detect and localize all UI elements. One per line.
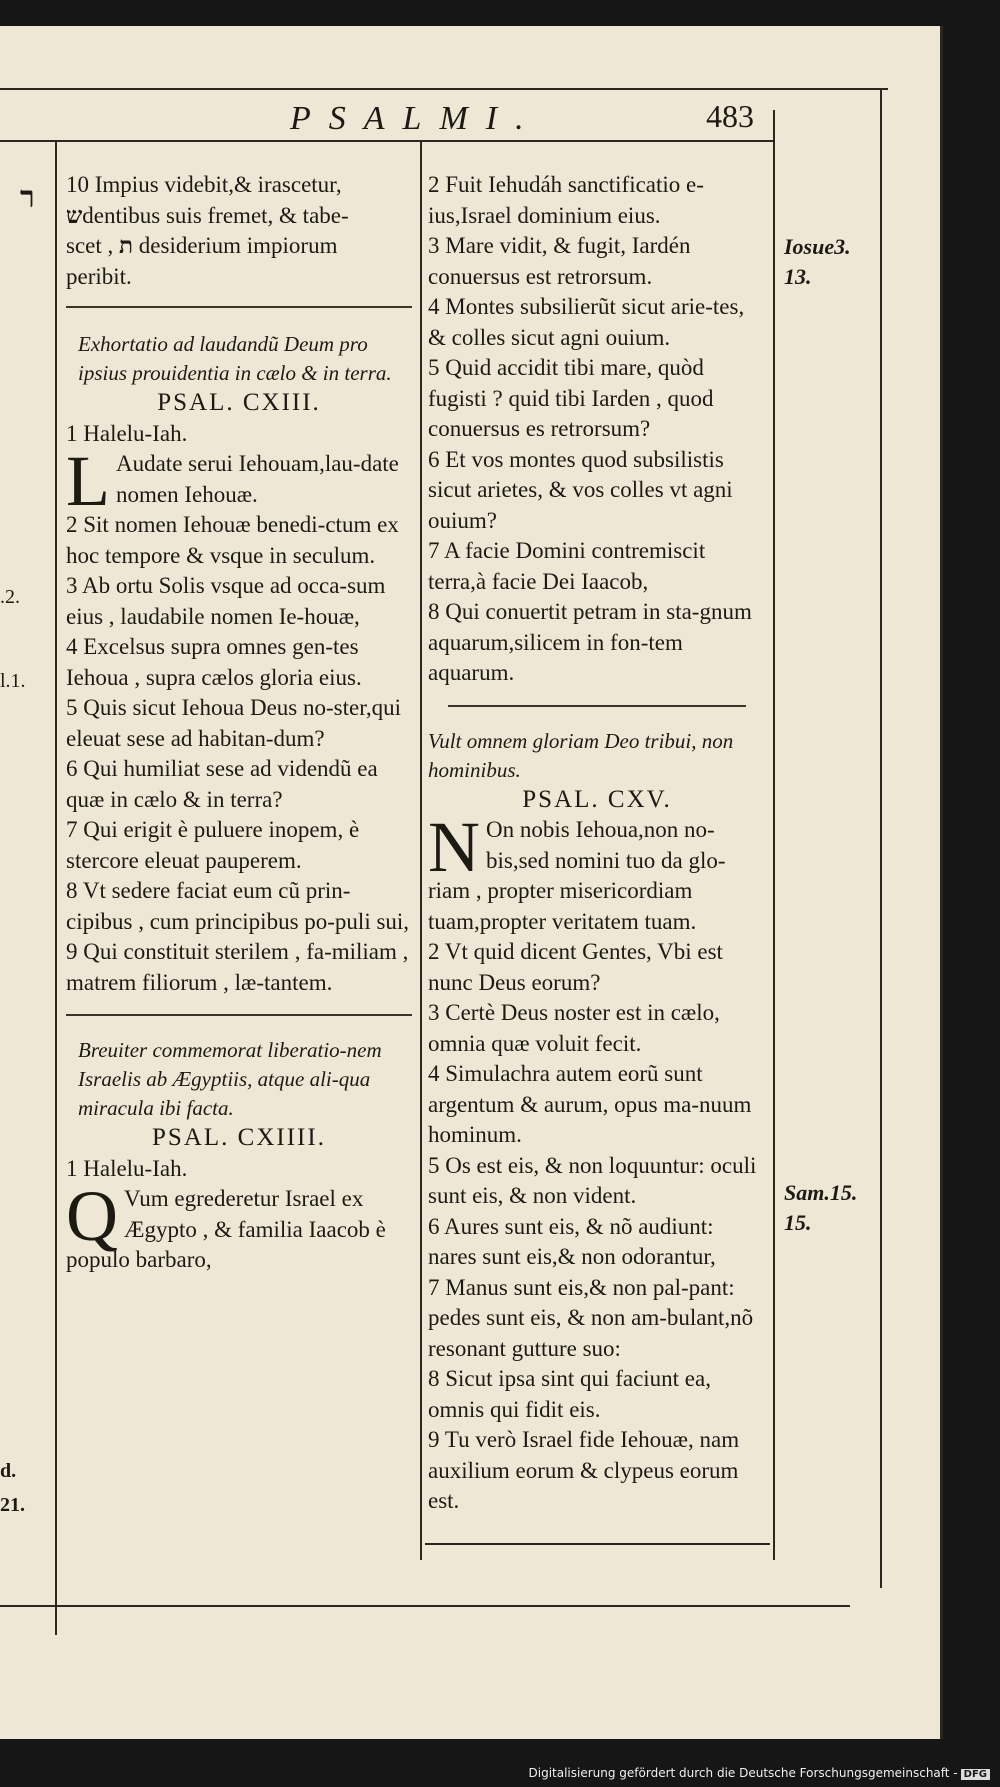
psalm-113-verse-8: 8 Vt sedere faciat eum cũ prin-cipibus , cum principibus po-puli sui,: [66, 878, 410, 934]
margin-note-samuel: Sam.15. 15.: [784, 1180, 858, 1235]
psalm-115-verse-5: 5 Os est eis, & non loquuntur: oculi sunt eis, & non vident.: [428, 1152, 757, 1208]
psalm-114-verse-6: 6 Et vos montes quod subsilistis sicut arietes, & vos colles vt agni ouium?: [428, 446, 733, 533]
psalm-113-heading: PSAL. CXIII.: [157, 389, 321, 416]
psalm-115-verse-1-text: N On nobis Iehoua,non no-bis,sed nomini tuo da glo-riam , propter misericordiam tuam,propter veritatem tuam.: [428, 807, 726, 934]
argument-psalm-114: Breuiter commemorat liberatio-nem Israelis ab Ægyptiis, atque ali-qua miracula ibi facta.: [78, 1038, 382, 1120]
outer-right-rule: [880, 88, 882, 1588]
running-title: PSALMI.: [290, 100, 542, 137]
left-edge-note-d: 21.: [0, 1494, 25, 1516]
header-bottom-rule: [0, 140, 775, 142]
psalm-115-verse-4: 4 Simulachra autem eorũ sunt argentum & aurum, opus ma-nuum hominum.: [428, 1061, 752, 1147]
psalm-113-verse-1: 1 Halelu-Iah.: [66, 420, 188, 446]
argument-psalm-115: Vult omnem gloriam Deo tribui, non hominibus.: [428, 728, 734, 782]
hebrew-letter-shin: ש: [66, 202, 83, 228]
digitization-credit: Digitalisierung gefördert durch die Deutsche Forschungsgemeinschaft - DFG: [529, 1766, 991, 1780]
psalm-113-verse-2: 2 Sit nomen Iehouæ benedi-ctum ex hoc tempore & vsque in seculum.: [66, 512, 399, 568]
psalm-115-verse-9: 9 Tu verò Israel fide Iehouæ, nam auxilium eorum & clypeus eorum est.: [428, 1427, 740, 1513]
psalm-114-heading: PSAL. CXIIII.: [152, 1124, 326, 1151]
verse-10-line-1: 10 Impius videbit,& irascetur,: [66, 172, 342, 197]
left-column: [66, 170, 412, 1276]
drop-cap-l: L: [66, 441, 110, 521]
drop-cap-q: Q: [66, 1176, 118, 1256]
psalm-114-verse-5: 5 Quid accidit tibi mare, quòd fugisti ? quid tibi Iarden , quod conuersus es retrorsum?: [428, 355, 714, 441]
section-divider: [66, 306, 412, 308]
psalm-115-verse-7: 7 Manus sunt eis,& non pal-pant: pedes sunt eis, & non am-bulant,nõ resonant gutture suo:: [428, 1274, 754, 1361]
psalm-115-verse-6: 6 Aures sunt eis, & nõ audiunt: nares sunt eis,& non odorantur,: [428, 1213, 716, 1269]
psalm-113-verse-3: 3 Ab ortu Solis vsque ad occa-sum eius , laudabile nomen Ie-houæ,: [66, 573, 386, 629]
section-divider: [448, 705, 746, 707]
center-column-rule: [420, 140, 422, 1560]
psalm-114-verse-1: 1 Halelu-Iah.: [66, 1155, 188, 1181]
psalm-113-verse-4: 4 Excelsus supra omnes gen-tes Iehoua , supra cælos gloria eius.: [66, 634, 362, 690]
psalm-115-heading: PSAL. CXV.: [522, 785, 672, 813]
psalm-115-verse-8: 8 Sicut ipsa sint qui faciunt ea, omnis qui fidit eis.: [428, 1366, 711, 1422]
margin-note-josue: Iosue3. 13.: [784, 234, 851, 289]
verse-10-line-3: scet , ת desiderium impiorum: [66, 233, 338, 258]
psalm-113-verse-7: 7 Qui erigit è puluere inopem, è stercore eleuat pauperem.: [66, 817, 360, 873]
drop-cap-n: N: [428, 807, 480, 887]
page-bottom-rule: [0, 1605, 850, 1607]
left-edge-note-b: l.1.: [0, 670, 26, 692]
psalm-113-verse-1-text: L Audate serui Iehouam,lau-date nomen Iehouæ.: [66, 441, 399, 521]
left-edge-note-c: d.: [0, 1460, 17, 1482]
dfg-logo: DFG: [961, 1769, 990, 1780]
header-top-rule: [0, 88, 888, 90]
psalm-114-verse-4: 4 Montes subsilierũt sicut arie-tes, & colles sicut agni ouium.: [428, 294, 745, 350]
page-number: 483: [706, 98, 754, 134]
right-text-rule: [773, 110, 775, 1560]
psalm-114-verse-7: 7 A facie Domini contremiscit terra,à facie Dei Iaacob,: [428, 538, 706, 594]
hebrew-letter-tav: ת: [119, 233, 134, 258]
psalm-115-verse-3: 3 Certè Deus noster est in cælo, omnia quæ voluit fecit.: [428, 1000, 720, 1056]
left-column-rule: [55, 140, 57, 1635]
left-edge-note-a: .2.: [0, 586, 20, 608]
verse-10-line-2: שdentibus suis fremet, & tabe-: [66, 202, 349, 228]
argument-psalm-113: Exhortatio ad laudandũ Deum pro ipsius prouidentia in cælo & in terra.: [78, 332, 392, 385]
psalm-113-verse-9: 9 Qui constituit sterilem , fa-miliam , matrem filiorum , læ-tantem.: [66, 939, 409, 995]
psalm-114-verse-3: 3 Mare vidit, & fugit, Iardén conuersus est retrorsum.: [428, 233, 691, 289]
psalm-114-verse-8: 8 Qui conuertit petram in sta-gnum aquarum,silicem in fon-tem aquarum.: [428, 599, 752, 685]
psalm-115-verse-2: 2 Vt quid dicent Gentes, Vbi est nunc Deus eorum?: [428, 939, 723, 995]
psalm-113-verse-5: 5 Quis sicut Iehoua Deus no-ster,qui eleuat sese ad habitan-dum?: [66, 695, 402, 751]
psalm-114-verse-2: 2 Fuit Iehudáh sanctificatio e-ius,Israel dominium eius.: [428, 172, 704, 228]
section-divider: [66, 1014, 412, 1016]
verse-10-line-4: peribit.: [66, 263, 132, 289]
psalm-114-verse-1-text: Q Vum egrederetur Israel ex Ægypto , & familia Iaacob è populo barbaro,: [66, 1176, 386, 1272]
psalm-113-verse-6: 6 Qui humiliat sese ad videndũ ea quæ in cælo & in terra?: [66, 756, 378, 812]
right-column: [428, 170, 766, 1517]
hebrew-letter-resh: ר: [20, 180, 35, 215]
bottom-rule: [425, 1543, 770, 1545]
